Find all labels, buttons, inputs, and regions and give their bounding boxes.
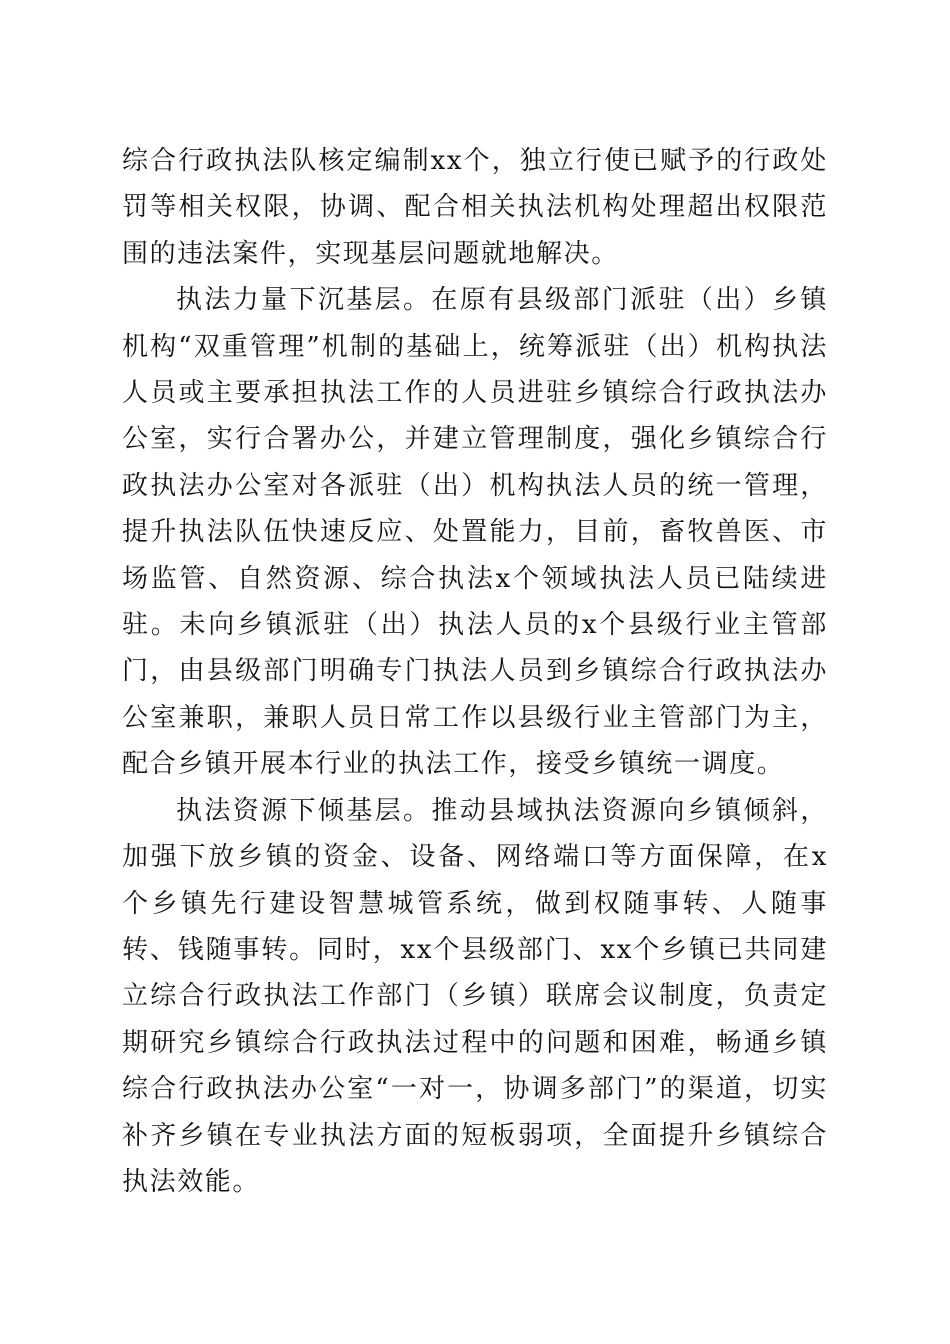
paragraph-enforcement-personnel: 执法力量下沉基层。在原有县级部门派驻（出）乡镇机构“双重管理”机制的基础上，统筹派驻（出）机构执法人员或主要承担执法工作的人员进驻乡镇综合行政执法办公室，实行合署办公，并建立管理制度，强化乡镇综合行政执法办公室对各派驻（出）机构执法人员的统一管理，提升执法队伍快速反应、处置能力，目前，畜牧兽医、市场监管、自然资源、综合执法x个领域执法人员已陆续进驻。未向乡镇派驻（出）执法人员的x个县级行业主管部门，由县级部门明确专门执法人员到乡镇综合行政执法办公室兼职，兼职人员日常工作以县级行业主管部门为主，配合乡镇开展本行业的执法工作，接受乡镇统一调度。 [122,285,828,780]
paragraph-enforcement-resources: 执法资源下倾基层。推动县域执法资源向乡镇倾斜，加强下放乡镇的资金、设备、网络端口等方面保障，在x个乡镇先行建设智慧城管系统，做到权随事转、人随事转、钱随事转。同时，xx个县级部门、xx个乡镇已共同建立综合行政执法工作部门（乡镇）联席会议制度，负责定期研究乡镇综合行政执法过程中的问题和困难，畅通乡镇综合行政执法办公室“一对一，协调多部门”的渠道，切实补齐乡镇在专业执法方面的短板弱项，全面提升乡镇综合执法效能。 [122,795,828,1197]
document-body [122,138,828,1205]
paragraph-continuation: 综合行政执法队核定编制xx个，独立行使已赋予的行政处罚等相关权限，协调、配合相关执法机构处理超出权限范围的违法案件，实现基层问题就地解决。 [122,146,828,269]
